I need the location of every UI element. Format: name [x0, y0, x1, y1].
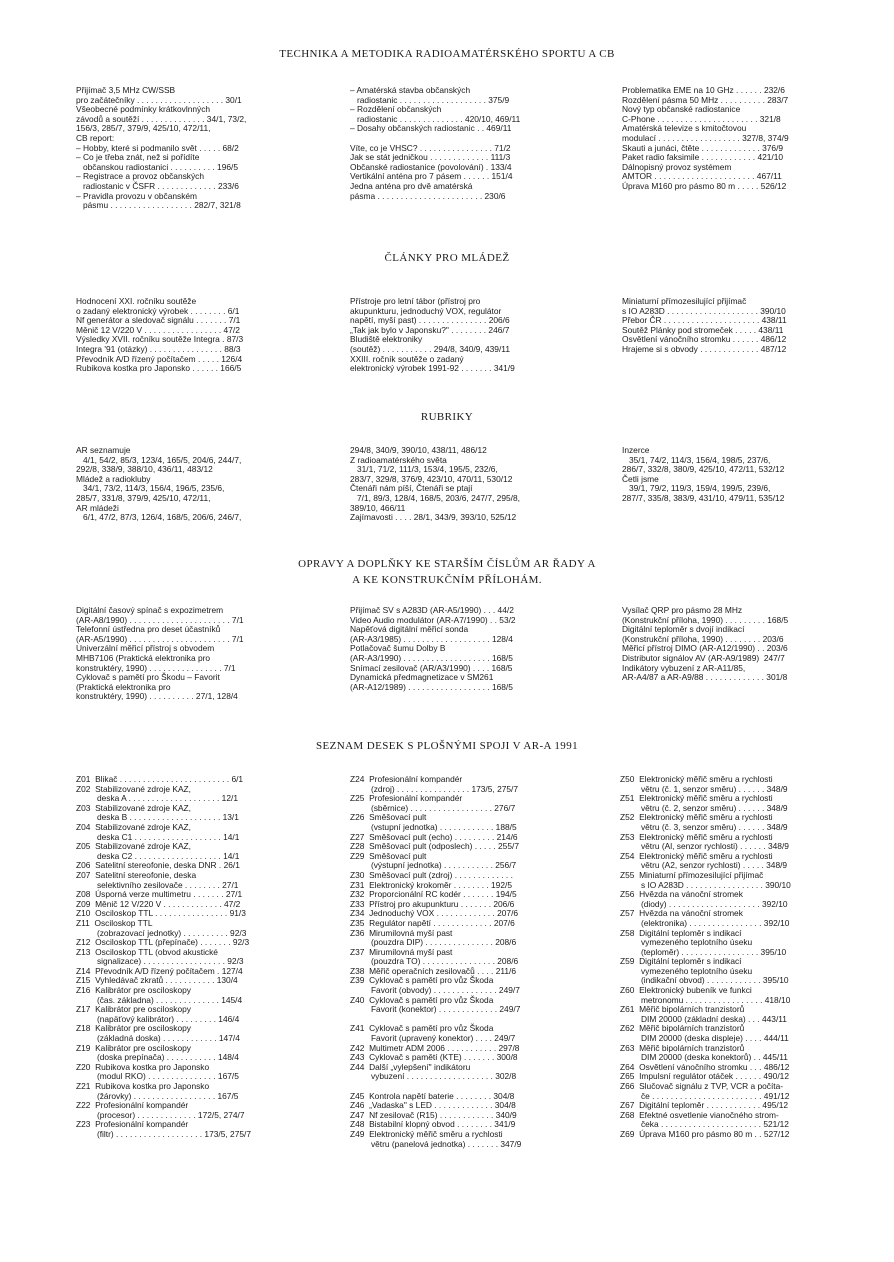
index-entry-line: Všeobecné podmínky krátkovlnných: [76, 104, 211, 115]
index-entry-line: větru (panelová jednotka) . . . . . . . 347/9: [350, 1138, 522, 1149]
index-entry-line: Občanské radiostanice (povolování) . 133/4: [350, 161, 512, 172]
index-entry-line: Rozdělení pásma 50 MHz . . . . . . . . . . 283/7: [622, 94, 789, 105]
index-entry-line: Z14 Převodník A/D řízený počítačem . 127/4: [76, 965, 243, 976]
index-entry-line: Z42 Multimetr ADM 2006 . . . . . . . . . . . 297/8: [350, 1042, 520, 1053]
index-entry-line: AR-A4/87 a AR-A9/88 . . . . . . . . . . . . . 301/8: [622, 672, 788, 683]
index-entry-line: Z19 Kalibrátor pre osciloskopy: [76, 1042, 191, 1053]
desky-column-1: [76, 775, 251, 1140]
index-entry-line: Video Audio modulátor (AR-A7/1990) . . 53/2: [350, 614, 516, 625]
index-entry-line: (AR-A5/1990) . . . . . . . . . . . . . . . . . . . . . . 7/1: [76, 633, 244, 644]
index-entry-line: s IO A283D . . . . . . . . . . . . . . . . . . . . 390/10: [622, 305, 786, 316]
index-entry-line: Četli jsme: [622, 473, 659, 484]
index-entry-line: Z38 Měřič operačních zesilovačů . . . . 211/6: [350, 965, 517, 976]
index-entry-line: Víte, co je VHSC? . . . . . . . . . . . . . . . . 71/2: [350, 142, 511, 153]
index-entry-line: Rubikova kostka pro Japonsko . . . . . . 166/5: [76, 363, 242, 374]
index-entry-line: deska C1 . . . . . . . . . . . . . . . . . . . 14/1: [76, 831, 240, 842]
index-entry-line: – Hobby, které si podmanilo svět . . . . . 68/2: [76, 142, 239, 153]
index-entry-line: Univerzální měřicí přístroj s obvodem: [76, 643, 215, 654]
index-entry-line: Telefonní ústředna pro deset účastníků: [76, 624, 221, 635]
index-entry-line: 31/1, 71/2, 111/3, 153/4, 195/5, 232/6,: [350, 464, 498, 475]
index-entry-line: (Konstrukční příloha, 1990) . . . . . . . . . 168/5: [622, 614, 789, 625]
index-entry-line: Z12 Osciloskop TTL (přepínače) . . . . . . . 92/3: [76, 937, 250, 948]
index-entry-line: Jak se stát jedničkou . . . . . . . . . . . . . 111/3: [350, 152, 511, 163]
index-entry-line: (sběrnice) . . . . . . . . . . . . . . . . . . 276/7: [350, 802, 516, 813]
index-entry-line: vymezeného teplotního úseku: [620, 937, 753, 948]
index-entry-line: Favorit (konektor) . . . . . . . . . . . . . 249/7: [350, 1004, 521, 1015]
index-entry-line: radiostanic . . . . . . . . . . . . . . 420/10, 469/11: [350, 113, 521, 124]
index-entry-line: Favorit (obvody) . . . . . . . . . . . . . . 249/7: [350, 985, 520, 996]
index-entry-line: modulací . . . . . . . . . . . . . . . . . . 327/8, 374/9: [622, 132, 789, 143]
index-entry-line: Dynamická předmagnetizace v SM261: [350, 672, 494, 683]
index-entry-line: signalizace) . . . . . . . . . . . . . . . . . . 92/3: [76, 956, 244, 967]
index-entry-line: napětí, myší past) . . . . . . . . . . . . . . . 206/6: [350, 315, 510, 326]
index-entry-line: Integra '91 (otázky) . . . . . . . . . . . . . . . . 88/3: [76, 343, 241, 354]
index-entry-line: Jedna anténa pro dvě amatérská: [350, 180, 473, 191]
index-entry-line: Soutěž Plánky pod stromeček . . . . . 438/11: [622, 324, 784, 335]
index-entry-line: vybuzení . . . . . . . . . . . . . . . . . . . 302/8: [350, 1071, 517, 1082]
index-entry-line: Z09 Měnič 12 V/220 V . . . . . . . . . . . . . 47/2: [76, 898, 241, 909]
index-entry-line: Z11 Osciloskop TTL: [76, 917, 153, 928]
index-entry-line: Z65 Impulsní regulátor otáček . . . . . . 490/12: [620, 1071, 789, 1082]
index-entry-line: Z64 Osvětlení vánočního stromku . . . 486/12: [620, 1061, 790, 1072]
index-entry-line: 294/8, 340/9, 390/10, 438/11, 486/12: [350, 445, 487, 455]
index-entry-line: deska A . . . . . . . . . . . . . . . . . . . . 12/1: [76, 793, 238, 804]
clanky-column-3: [622, 297, 787, 355]
index-entry-line: Z04 Stabilizované zdroje KAZ,: [76, 821, 191, 832]
index-entry-line: DIM 20000 (deska konektorů) . . 445/11: [620, 1052, 788, 1063]
index-entry-line: Měnič 12 V/220 V . . . . . . . . . . . . . . . . . 47/2: [76, 324, 240, 335]
section-title-technika: TECHNIKA A METODIKA RADIOAMATÉRSKÉHO SPORTU A CB: [279, 48, 615, 60]
index-entry-line: 6/1, 47/2, 87/3, 126/4, 168/5, 206/6, 246/7,: [76, 512, 242, 523]
index-entry-line: „Tak jak bylo v Japonsku?" . . . . . . . . 246/7: [350, 324, 510, 335]
index-entry-line: (výstupní jednotka) . . . . . . . . . . . 256/7: [350, 860, 517, 871]
index-entry-line: (AR-A3/1990) . . . . . . . . . . . . . . . . . . . 168/5: [350, 652, 513, 663]
index-entry-line: (AR-A3/1985) . . . . . . . . . . . . . . . . . . . 128/4: [350, 633, 513, 644]
clanky-column-1: [76, 297, 243, 374]
index-entry-line: Z13 Osciloskop TTL (obvod akustické: [76, 946, 218, 957]
index-entry-line: Osvětlení vánočního stromku . . . . . . 486/12: [622, 334, 787, 345]
index-entry-line: Cyklovač s pamětí pro Škodu – Favorit: [76, 672, 220, 683]
index-entry-line: Z24 Profesionální kompandér: [350, 774, 463, 784]
index-entry-line: (napäťový kalibrátor) . . . . . . . . . 146/4: [76, 1013, 240, 1024]
desky-column-3: [620, 775, 791, 1140]
index-entry-line: Z54 Elektronický měřič směru a rychlosti: [620, 850, 773, 861]
index-entry-line: pásmu . . . . . . . . . . . . . . . . . . 282/7, 321/8: [76, 200, 241, 211]
index-entry-line: Z36 Mirumilovná myší past: [350, 927, 453, 938]
index-entry-line: radiostanic v ČSFR . . . . . . . . . . . . . 233/6: [76, 180, 239, 191]
index-entry-line: – Registrace a provoz občanských: [76, 171, 205, 182]
index-entry-line: Z40 Cyklovač s pamětí pro vůz Škoda: [350, 994, 494, 1005]
index-entry-line: Nf generátor a sledovač signálu . . . . . . . 7/1: [76, 315, 241, 326]
index-entry-line: (filtr) . . . . . . . . . . . . . . . . . . . 173/5, 275/7: [76, 1128, 251, 1139]
index-entry-line: Potlačovač šumu Dolby B: [350, 643, 446, 654]
index-entry-line: (procesor) . . . . . . . . . . . . . 172/5, 274/7: [76, 1109, 245, 1120]
index-entry-line: Hrajeme si s obvody . . . . . . . . . . . . . 487/12: [622, 343, 787, 354]
index-entry-line: Z32 Proporcionální RC kodér . . . . . . . 194/5: [350, 889, 517, 900]
index-entry-line: Z46 „Vadaska" s LED . . . . . . . . . . . . . 304/8: [350, 1100, 516, 1111]
index-entry-line: radiostanic . . . . . . . . . . . . . . . . . . . 375/9: [350, 94, 510, 105]
index-entry-line: Z53 Elektronický měřič směru a rychlosti: [620, 831, 773, 842]
index-entry-line: 285/7, 331/8, 379/9, 425/10, 472/11,: [76, 492, 211, 503]
index-entry-line: deska C2 . . . . . . . . . . . . . . . . . . . 14/1: [76, 850, 240, 861]
index-entry-line: če . . . . . . . . . . . . . . . . . . . . . . . . 491/12: [620, 1090, 790, 1101]
index-entry-line: 287/7, 335/8, 383/9, 431/10, 479/11, 535/12: [622, 492, 785, 503]
index-entry-line: Z39 Cyklovač s pamětí pro vůz Škoda: [350, 975, 494, 986]
index-entry-line: Z61 Měřič bipolárních tranzistorů: [620, 1004, 745, 1015]
index-entry-line: (vstupní jednotka) . . . . . . . . . . . . 188/5: [350, 821, 517, 832]
index-entry-line: Inzerce: [622, 445, 650, 455]
index-entry-line: Z16 Kalibrátor pre osciloskopy: [76, 985, 191, 996]
index-entry-line: větru (č. 2, senzor směru) . . . . . . 348/9: [620, 802, 788, 813]
index-entry-line: Favorit (upravený konektor) . . . . 249/7: [350, 1033, 516, 1044]
index-entry-line: vymezeného teplotního úseku: [620, 965, 753, 976]
index-entry-line: (zobrazovací jednotky) . . . . . . . . . . 92/3: [76, 927, 247, 938]
index-entry-line: občanskou radiostanici . . . . . . . . . . 196/5: [76, 161, 238, 172]
index-entry-line: 4/1, 54/2, 85/3, 123/4, 165/5, 204/6, 244/7,: [76, 454, 242, 465]
index-entry-line: Z02 Stabilizované zdroje KAZ,: [76, 783, 191, 794]
index-entry-line: Vertikální anténa pro 7 pásem . . . . . . 151/4: [350, 171, 513, 182]
index-entry-line: Bludiště elektroniky: [350, 334, 423, 345]
index-entry-line: Z26 Směšovací pult: [350, 812, 427, 823]
index-entry-line: – Dosahy občanských radiostanic . . 469/11: [350, 123, 512, 134]
index-entry-line: AR mládeži: [76, 502, 119, 513]
index-entry-line: (diody) . . . . . . . . . . . . . . . . . . . . 392/10: [620, 898, 788, 909]
index-entry-line: (zdroj) . . . . . . . . . . . . . . . . 173/5, 275/7: [350, 783, 519, 794]
technika-column-1: [76, 86, 246, 211]
index-entry-line: Z30 Směšovací pult (zdroj) . . . . . . . . . . . . .: [350, 869, 513, 880]
index-entry-line: 35/1, 74/2, 114/3, 156/4, 198/5, 237/6,: [622, 454, 771, 465]
index-entry-line: Z41 Cyklovač s pamětí pro vůz Škoda: [350, 1023, 494, 1034]
index-entry-line: Z67 Digitální teploměr . . . . . . . . . . . . 495/12: [620, 1100, 789, 1111]
index-entry-line: Z60 Elektronický bubeník ve funkci: [620, 985, 752, 996]
index-entry-line: (soutěž) . . . . . . . . . . . 294/8, 340/9, 439/11: [350, 343, 510, 354]
index-entry-line: metronomu . . . . . . . . . . . . . . . . . 418/10: [620, 994, 791, 1005]
index-entry-line: elektronický výrobek 1991-92 . . . . . . . 341/9: [350, 363, 515, 374]
index-entry-line: Z47 Nf zesilovač (R15) . . . . . . . . . . . . 340/9: [350, 1109, 517, 1120]
index-entry-line: XXIII. ročník soutěže o zadaný: [350, 353, 464, 364]
index-entry-line: Z25 Profesionální kompandér: [350, 793, 463, 804]
index-entry-line: Z56 Hvězda na vánoční stromek: [620, 889, 743, 900]
index-entry-line: Amatérská televize s kmitočtovou: [622, 123, 747, 134]
index-entry-line: Z50 Elektronický měřič směru a rychlosti: [620, 774, 773, 784]
index-entry-line: Digitální teploměr s dvojí indikací: [622, 624, 745, 635]
index-entry-line: Přijímač 3,5 MHz CW/SSB: [76, 85, 176, 95]
index-entry-line: AMTOR . . . . . . . . . . . . . . . . . . . . . . 467/11: [622, 171, 782, 182]
index-entry-line: čeka . . . . . . . . . . . . . . . . . . . . . . 521/12: [620, 1119, 789, 1130]
index-entry-line: Indikátory vybuzení z AR-A11/85,: [622, 662, 746, 673]
index-entry-line: Z63 Měřič bipolárních tranzistorů: [620, 1042, 745, 1053]
index-entry-line: (čas. základna) . . . . . . . . . . . . . . 145/4: [76, 994, 243, 1005]
index-entry-line: Z49 Elektronický měřič směru a rychlosti: [350, 1128, 503, 1139]
index-entry-line: Nový typ občanské radiostanice: [622, 104, 741, 115]
index-entry-line: 34/1, 73/2, 114/3, 156/4, 196/5, 235/6,: [76, 483, 225, 494]
index-entry-line: Přijímač SV s A283D (AR-A5/1990) . . . 44/2: [350, 605, 514, 615]
index-entry-line: konstruktéry, 1990) . . . . . . . . . . . . . . . . 7/1: [76, 662, 236, 673]
index-entry-line: AR seznamuje: [76, 445, 131, 455]
section-title-seznam-desek: SEZNAM DESEK S PLOŠNÝMI SPOJI V AR-A 1991: [315, 740, 578, 752]
index-entry-line: CB report:: [76, 132, 115, 143]
index-entry-line: Z44 Další „vylepšení" indikátoru: [350, 1061, 471, 1072]
index-entry-line: selektivního zesilovače . . . . . . . . 27/1: [76, 879, 239, 890]
index-entry-line: 283/7, 329/8, 376/9, 423/10, 470/11, 530/12: [350, 473, 513, 484]
index-entry-line: větru (Al, senzor rychlosti) . . . . . . 348/9: [620, 841, 789, 852]
index-entry-line: s IO A283D . . . . . . . . . . . . . . . . . 390/10: [620, 879, 791, 890]
index-entry-line: Čtenáři nám píší, Čtenáři se ptají: [350, 483, 473, 494]
index-entry-line: Z29 Směšovací pult: [350, 850, 427, 861]
index-entry-line: (indikační obvod) . . . . . . . . . . . . 395/10: [620, 975, 789, 986]
index-entry-line: Z52 Elektronický měřič směru a rychlosti: [620, 812, 773, 823]
technika-column-2: [350, 86, 520, 201]
index-entry-line: Přebor ČR . . . . . . . . . . . . . . . . . . . . . 438/11: [622, 315, 787, 326]
index-entry-line: Digitální časový spínač s expozimetrem: [76, 605, 224, 615]
index-entry-line: Výsledky XVII. ročníku soutěže Integra . 87/3: [76, 334, 244, 345]
index-entry-line: Z34 Jednoduchý VOX . . . . . . . . . . . . . 207/6: [350, 908, 519, 919]
index-entry-line: 156/3, 285/7, 379/9, 425/10, 472/11,: [76, 123, 211, 134]
index-entry-line: Z03 Stabilizované zdroje KAZ,: [76, 802, 191, 813]
index-entry-line: Distributor signálov AV (AR-A9/1989) 247/7: [622, 652, 785, 663]
index-entry-line: Z23 Profesionální kompandér: [76, 1119, 189, 1130]
opravy-column-1: [76, 606, 244, 702]
index-entry-line: 292/8, 338/9, 388/10, 436/11, 483/12: [76, 464, 213, 475]
index-entry-line: Z07 Satelitní stereofonie, deska: [76, 869, 197, 880]
index-entry-line: pásma . . . . . . . . . . . . . . . . . . . . . . . 230/6: [350, 190, 506, 201]
index-entry-line: (žárovky) . . . . . . . . . . . . . . . . . . 167/5: [76, 1090, 239, 1101]
index-entry-line: (základná doska) . . . . . . . . . . . . 147/4: [76, 1033, 240, 1044]
index-entry-line: Z05 Stabilizované zdroje KAZ,: [76, 841, 191, 852]
index-entry-line: Miniaturní přímozesilující přijímač: [622, 296, 747, 306]
rubriky-column-1: [76, 446, 241, 523]
index-entry-line: Problematika EME na 10 GHz . . . . . . 232/6: [622, 85, 785, 95]
index-entry-line: Z58 Digitální teploměr s indikací: [620, 927, 742, 938]
index-entry-line: Z68 Efektné osvetlenie vianočného strom-: [620, 1109, 779, 1120]
index-entry-line: Z17 Kalibrátor pre osciloskopy: [76, 1004, 191, 1015]
index-entry-line: 389/10, 466/11: [350, 502, 406, 513]
index-entry-line: DIM 20000 (základní deska) . . . 443/11: [620, 1013, 787, 1024]
index-entry-line: konstruktéry, 1990) . . . . . . . . . . 27/1, 128/4: [76, 691, 238, 702]
index-entry-line: 286/7, 332/8, 380/9, 425/10, 472/11, 532/12: [622, 464, 785, 475]
index-entry-line: deska B . . . . . . . . . . . . . . . . . . . . 13/1: [76, 812, 239, 823]
index-entry-line: Hodnocení XXI. ročníku soutěže: [76, 296, 197, 306]
index-entry-line: Z15 Vyhledávač zkratů . . . . . . . . . . . 130/4: [76, 975, 238, 986]
index-entry-line: Z06 Satelitní stereofonie, deska DNR . 26/1: [76, 860, 240, 871]
opravy-column-3: [622, 606, 788, 683]
index-entry-line: (doska prepínača) . . . . . . . . . . . 148/4: [76, 1052, 239, 1063]
index-entry-line: Z69 Úprava M160 pro pásmo 80 m . . 527/12: [620, 1128, 790, 1139]
opravy-column-2: [350, 606, 516, 692]
index-entry-line: Převodník A/D řízený počítačem . . . . . 126/4: [76, 353, 243, 364]
index-entry-line: (AR-A12/1989) . . . . . . . . . . . . . . . . . . 168/5: [350, 681, 513, 692]
index-entry-line: 7/1, 89/3, 128/4, 168/5, 203/6, 247/7, 295/8,: [350, 492, 520, 503]
index-entry-line: – Pravidla provozu v občanském: [76, 190, 198, 201]
index-entry-line: Z01 Blikač . . . . . . . . . . . . . . . . . . . . . . . . 6/1: [76, 774, 244, 784]
index-entry-line: Snímací zesilovač (AR/A3/1990) . . . . 168/5: [350, 662, 513, 673]
index-entry-line: Z27 Směšovací pult (echo) . . . . . . . . . 214/6: [350, 831, 518, 842]
index-entry-line: Přístroje pro letní tábor (přístroj pro: [350, 296, 481, 306]
index-entry-line: Měřicí přístroj DIMO (AR-A12/1990) . . 203/6: [622, 643, 788, 654]
index-entry-line: – Co je třeba znát, než si pořídíte: [76, 152, 200, 163]
index-entry-line: Skauti a junáci, čtěte . . . . . . . . . . . . . 376/9: [622, 142, 784, 153]
index-entry-line: Z43 Cyklovač s pamětí (KTE) . . . . . . . 300/8: [350, 1052, 518, 1063]
index-entry-line: Z10 Osciloskop TTL . . . . . . . . . . . . . . . . 91/3: [76, 908, 246, 919]
index-entry-line: Z18 Kalibrátor pre osciloskopy: [76, 1023, 191, 1034]
index-entry-line: Mládež a radiokluby: [76, 473, 151, 484]
index-entry-line: (teploměr) . . . . . . . . . . . . . . . . . 395/10: [620, 946, 787, 957]
index-entry-line: větru (č. 1, senzor směru) . . . . . . 348/9: [620, 783, 788, 794]
index-entry-line: Paket radio faksimile . . . . . . . . . . . . 421/10: [622, 152, 784, 163]
index-entry-line: Z66 Slučovač signálu z TVP, VCR a počíta-: [620, 1081, 784, 1091]
desky-column-2: [350, 775, 521, 1149]
index-entry-line: Z22 Profesionální kompandér: [76, 1100, 189, 1111]
technika-column-3: [622, 86, 789, 192]
index-entry-line: (pouzdra TO) . . . . . . . . . . . . . . . . 208/6: [350, 956, 519, 967]
index-entry-line: (AR-A8/1990) . . . . . . . . . . . . . . . . . . . . . . 7/1: [76, 614, 244, 625]
index-entry-line: DIM 20000 (deska displeje) . . . . 444/11: [620, 1033, 789, 1044]
index-entry-line: (pouzdra DIP) . . . . . . . . . . . . . . . 208/6: [350, 937, 517, 948]
index-entry-line: Z21 Rubikova kostka pro Japonsko: [76, 1081, 210, 1091]
index-entry-line: Z33 Přístroj pro akupunkturu . . . . . . . 206/6: [350, 898, 515, 909]
index-entry-line: Z51 Elektronický měřič směru a rychlosti: [620, 793, 773, 804]
index-entry-line: (Praktická elektronika pro: [76, 681, 171, 692]
index-entry-line: C-Phone . . . . . . . . . . . . . . . . . . . . . . 321/8: [622, 113, 781, 124]
section-title-opravy-line-1: OPRAVY A DOPLŇKY KE STARŠÍM ČÍSLŮM AR ŘADY A: [298, 558, 596, 570]
index-entry-line: o zadaný elektronický výrobek . . . . . . . . 6/1: [76, 305, 240, 316]
section-title-opravy-line-2: A KE KONSTRUKČNÍM PŘÍLOHÁM.: [352, 574, 542, 586]
clanky-column-2: [350, 297, 515, 374]
index-entry-line: Z62 Měřič bipolárních tranzistorů: [620, 1023, 745, 1034]
index-entry-line: Z55 Miniaturní přímozesilující přijímač: [620, 869, 764, 880]
index-entry-line: Z37 Mirumilovná myší past: [350, 946, 453, 957]
index-entry-line: (modul RKO) . . . . . . . . . . . . . . . 167/5: [76, 1071, 239, 1082]
index-entry-line: Z31 Elektronický krokoměr . . . . . . . . 192/5: [350, 879, 512, 890]
index-entry-line: pro začátečníky . . . . . . . . . . . . . . . . . . . 30/1: [76, 94, 242, 105]
index-entry-line: (Konstrukční příloha, 1990) . . . . . . . . 203/6: [622, 633, 784, 644]
index-entry-line: Vysílač QRP pro pásmo 28 MHz: [622, 605, 743, 615]
index-entry-line: – Amatérská stavba občanských: [350, 85, 471, 95]
index-entry-line: Z57 Hvězda na vánoční stromek: [620, 908, 743, 919]
index-entry-line: akupunkturu, jednoduchý VOX, regulátor: [350, 305, 502, 316]
index-entry-line: Dálnopisný provoz systémem: [622, 161, 732, 172]
rubriky-column-2: [350, 446, 520, 523]
index-entry-line: Zajímavosti . . . . 28/1, 343/9, 393/10, 525/12: [350, 512, 517, 523]
section-title-clanky: ČLÁNKY PRO MLÁDEŽ: [384, 252, 510, 264]
index-entry-line: Z08 Úsporná verze multimetru . . . . . . . 27/1: [76, 889, 243, 900]
index-entry-line: (elektronika) . . . . . . . . . . . . . . . . 392/10: [620, 917, 790, 928]
index-entry-line: větru (A2, senzor rychlosti) . . . . . 348/9: [620, 860, 788, 871]
index-entry-line: větru (č. 3, senzor směru) . . . . . . 348/9: [620, 821, 788, 832]
index-entry-line: Z45 Kontrola napětí baterie . . . . . . . . 304/8: [350, 1090, 515, 1101]
index-entry-line: Z radioamatérského světa: [350, 454, 447, 465]
index-entry-line: Z35 Regulátor napětí . . . . . . . . . . . . . 207/6: [350, 917, 515, 928]
index-entry-line: Z20 Rubikova kostka pro Japonsko: [76, 1061, 210, 1072]
index-entry-line: MHB7106 (Praktická elektronika pro: [76, 652, 211, 663]
section-title-rubriky: RUBRIKY: [420, 411, 474, 423]
index-entry-line: závodů a soutěží . . . . . . . . . . . . . . 34/1, 73/2,: [76, 113, 247, 124]
rubriky-column-3: [622, 446, 784, 504]
index-entry-line: Úprava M160 pro pásmo 80 m . . . . . 526/12: [622, 180, 787, 191]
index-entry-line: Z28 Směšovací pult (odposlech) . . . . . 255/7: [350, 841, 519, 852]
index-entry-line: Napěťová digitální měřicí sonda: [350, 624, 469, 635]
index-entry-line: Z59 Digitální teploměr s indikací: [620, 956, 742, 967]
index-entry-line: Z48 Bistabilní klopný obvod . . . . . . . . 341/9: [350, 1119, 516, 1130]
index-entry-line: 39/1, 79/2, 119/3, 159/4, 199/5, 239/6,: [622, 483, 771, 494]
index-entry-line: – Rozdělení občanských: [350, 104, 442, 115]
